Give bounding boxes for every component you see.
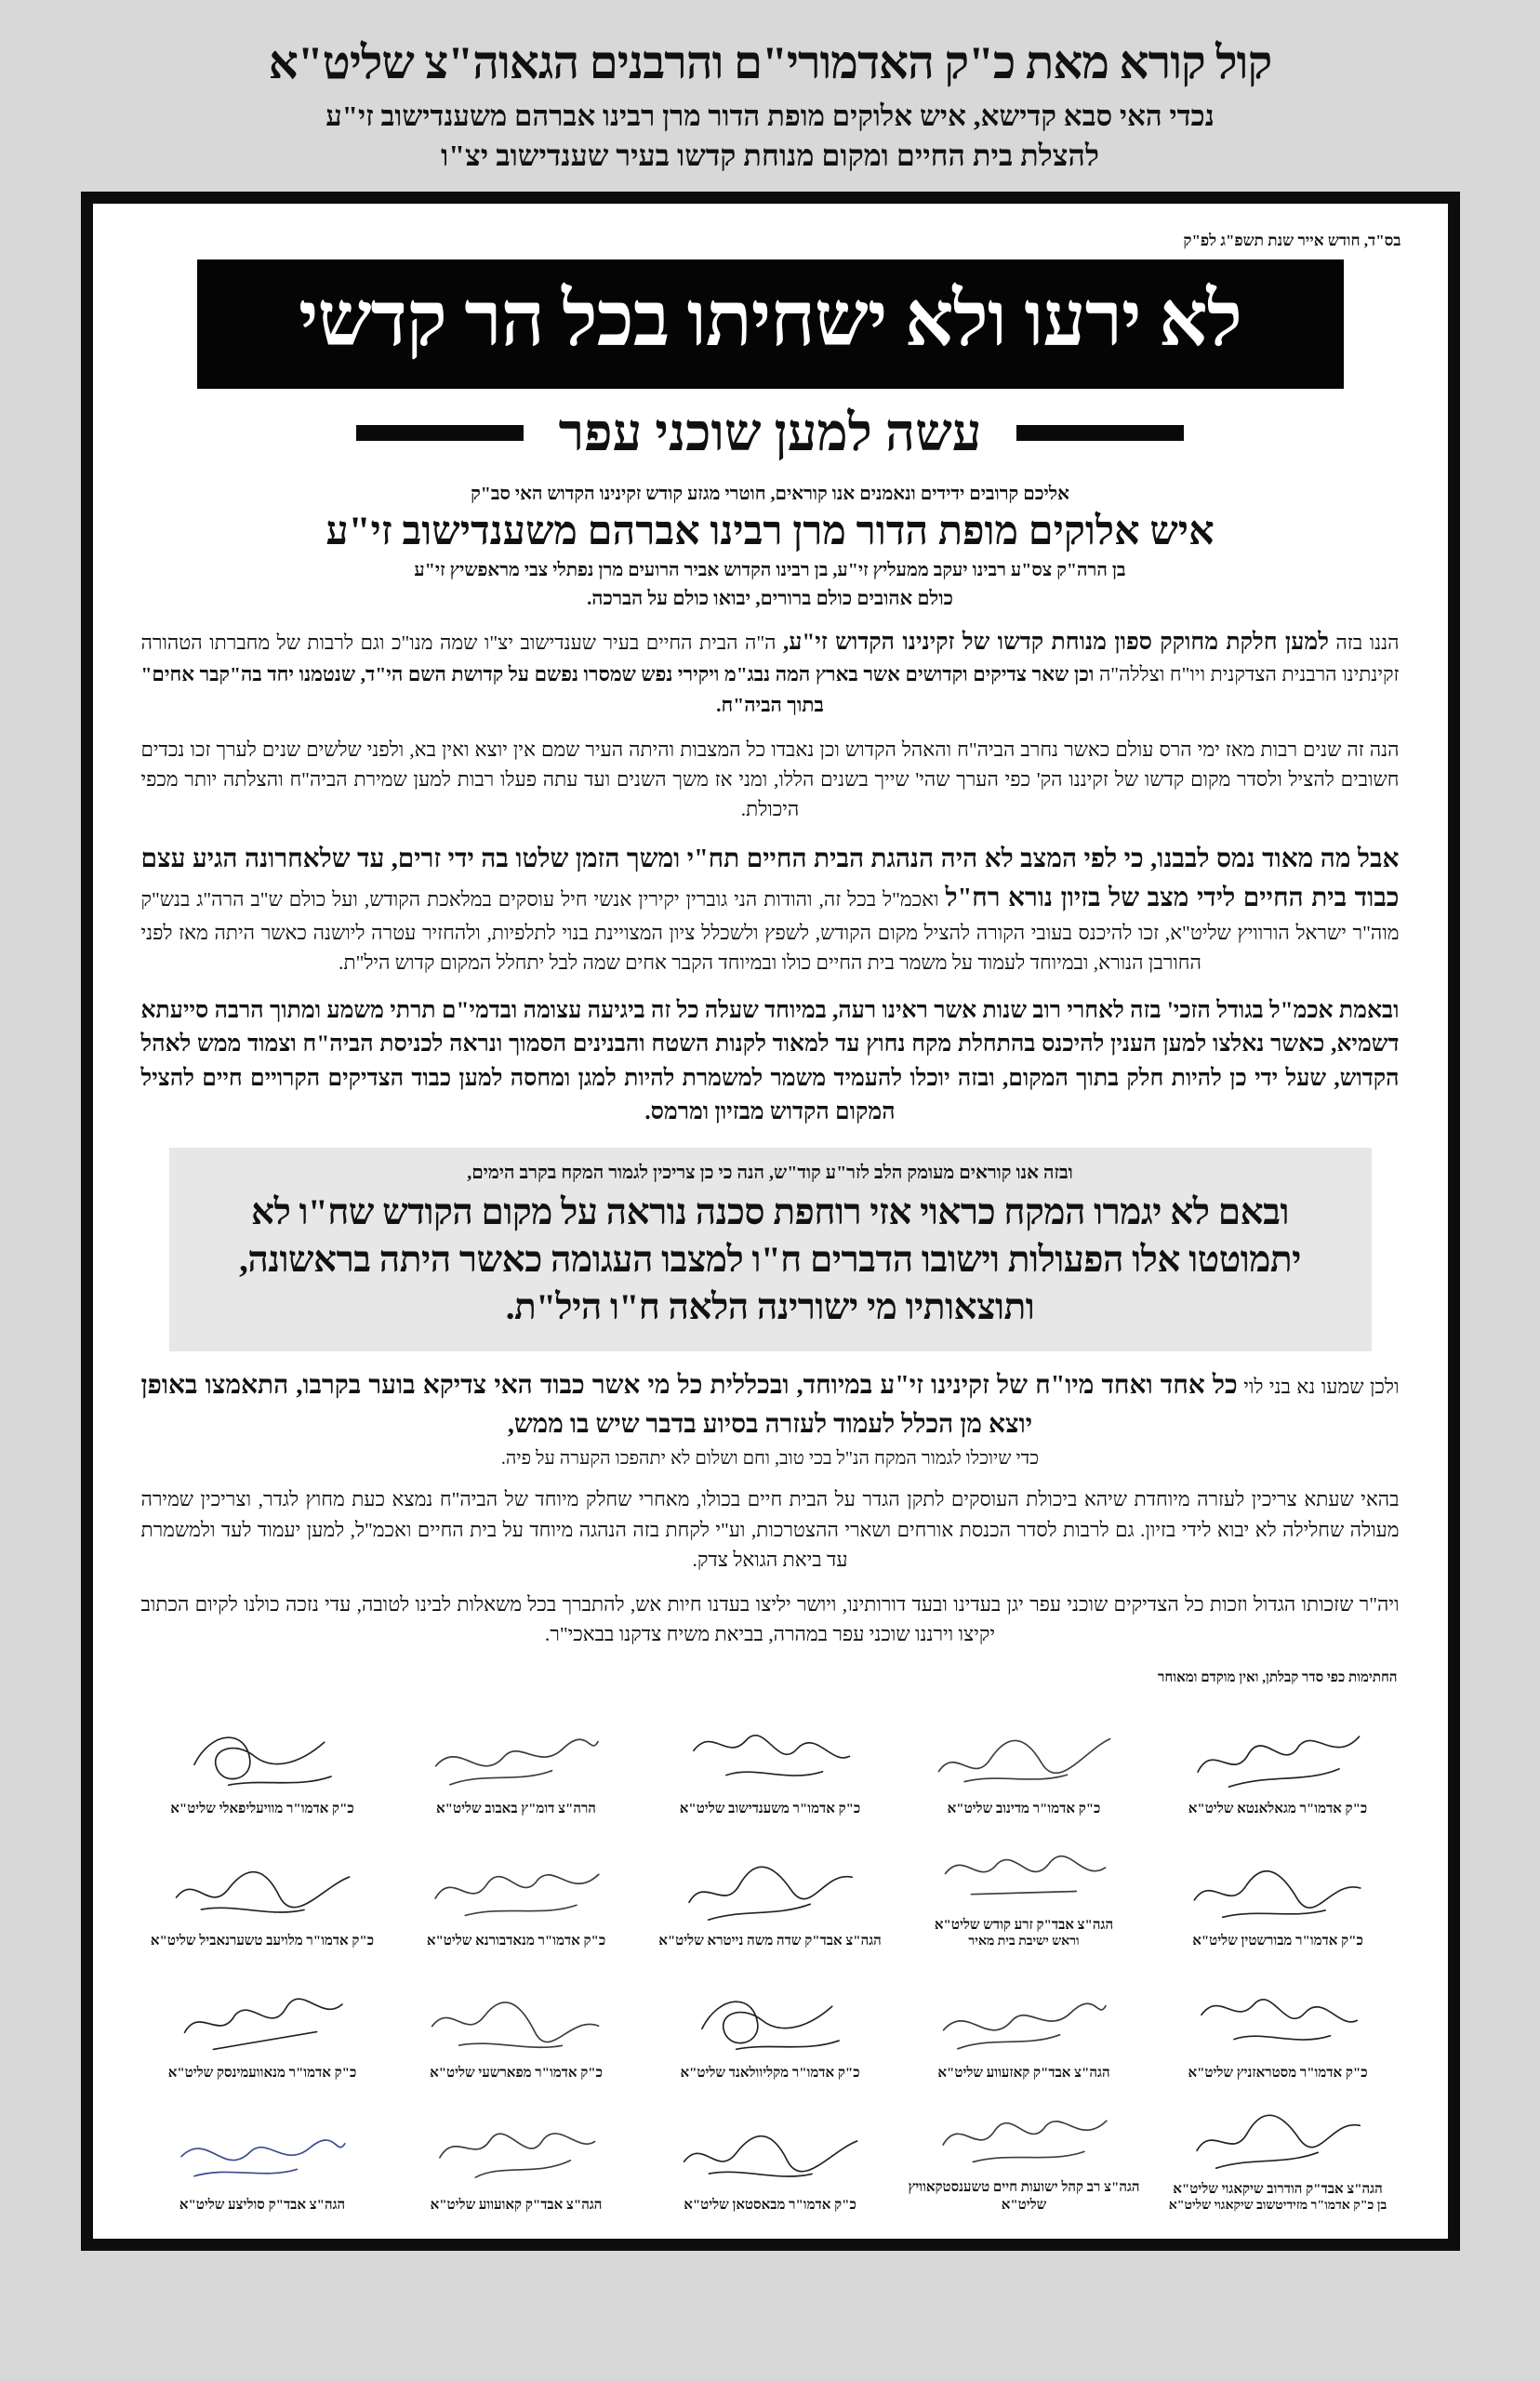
paragraph-4: ובאמת אכמ"ל בגודל הזכי' בזה לאחרי רוב שנות אשר ראינו רעה, במיוחד שעלה כל זה ביגיעה עצומה ובדמי"ם תרתי משמע ומתוך הרבה סייעתא דשמיא, כאשר נאלצו למען הענין להיכנס בהתחלת מקח נחוץ עד למאוד לקנות השטח והבנינים הסמוך ונראה לכניסת הביה"ח וצמוד ממש לאהל הקדוש, שעל ידי כן להיות חלק בתוך המקום, ובזה יוכלו להעמיד משמר למשמרת להיות למגן ומחסה למען כבוד הצדיקים הקרויים חיים להציל המקום הקדוש מבזיון ומרמס. bbox=[140, 998, 1400, 1124]
signature-caption: הגה"צ אבד"ק קאזעווע שליט"א bbox=[937, 2065, 1110, 2081]
header-title: קול קורא מאת כ"ק האדמורי"ם והרבנים הגאוה"צ שליט"א bbox=[268, 36, 1272, 88]
signature-row bbox=[136, 1820, 1405, 1952]
paragraph-1-normal-a: הננו בזה bbox=[1328, 631, 1400, 654]
signature-caption: הגה"צ אבד"ק סוליצע שליט"א bbox=[179, 2197, 346, 2213]
handwritten-signature bbox=[155, 1970, 370, 2069]
signature-caption-line2: בן כ"ק אדמו"ר מזידיטשוב שיקאגוי שליט"א bbox=[1168, 2198, 1387, 2213]
handwritten-signature bbox=[663, 1838, 878, 1937]
signature-caption: כ"ק אדמו"ר מוויעליפאלי שליט"א bbox=[170, 1801, 354, 1816]
warning-intro: ובזה אנו קוראים מעומק הלב לזר"ע קוד"ש, הנה כי כן צריכין לגמור המקח בקרב הימים, bbox=[467, 1163, 1073, 1184]
signature-block bbox=[1151, 1952, 1405, 2084]
signature-block bbox=[897, 1952, 1151, 2084]
signature-caption: הגה"צ רב קהל ישועות חיים טשענסטקאוויץ שליט"א bbox=[908, 2180, 1140, 2213]
signature-block bbox=[897, 2084, 1151, 2216]
subtitle-text: עשה למען שוכני עפר bbox=[558, 404, 982, 462]
handwritten-signature bbox=[409, 1706, 624, 1805]
signature-caption: הגה"צ אבד"ק הודרוב שיקאגוי שליט"א bbox=[1173, 2181, 1383, 2197]
paragraph-1-bold-b: וכן שאר צדיקים וקדושים אשר בארץ המה נבג"מ ויקירי נפש שמסרו נפשם על קדושת השם הי"ד, שנטמנו יחד בה"קבר אחים" בתוך הביה"ח. bbox=[140, 663, 1095, 716]
signature-block bbox=[390, 1952, 644, 2084]
signatures-note: החתימות כפי סדר קבלתן, ואין מוקדם ומאוחר bbox=[1158, 1669, 1398, 1685]
handwritten-signature bbox=[1171, 1706, 1386, 1805]
paragraph-1-bold-a: למען חלקת מחוקק ספון מנוחת קדשו של זקינינו הקדוש זי"ע, bbox=[782, 629, 1329, 655]
signature-block bbox=[136, 1688, 390, 1820]
signature-block bbox=[390, 2084, 644, 2216]
signature-caption: כ"ק אדמו"ר מבורשטין שליט"א bbox=[1192, 1933, 1363, 1949]
signature-caption: כ"ק אדמו"ר מפארשעי שליט"א bbox=[430, 2065, 603, 2081]
signature-block bbox=[644, 1952, 897, 2084]
signature-caption: הרה"צ דומ"ץ באבוב שליט"א bbox=[436, 1801, 596, 1816]
main-headline-banner bbox=[197, 259, 1344, 389]
tzaddik-name-line: איש אלוקים מופת הדור מרן רבינו אברהם משענדישוב זי"ע bbox=[325, 509, 1215, 553]
signature-row bbox=[136, 1688, 1405, 1820]
handwritten-signature bbox=[920, 1713, 1129, 1799]
signature-block bbox=[1151, 1820, 1405, 1952]
signature-block bbox=[390, 1820, 644, 1952]
document-frame bbox=[81, 192, 1460, 2251]
signature-caption: כ"ק אדמו"ר מנאדבורנא שליט"א bbox=[426, 1933, 606, 1949]
signature-block bbox=[390, 1688, 644, 1820]
handwritten-signature bbox=[1171, 1970, 1386, 2069]
handwritten-signature bbox=[920, 2092, 1129, 2177]
paragraph-5-bold: כל אחד ואחד מיו"ח של זקינינו זי"ע במיוחד, ובכללית כל מי אשר כבוד האי צדיקא בוער בקרבו, התאמצו באופן יוצא מן הכלל לעמוד לעזרה בסיוע בדבר שיש בו ממש, bbox=[140, 1371, 1238, 1440]
signature-block bbox=[1151, 2084, 1405, 2216]
subtitle-row bbox=[192, 404, 1349, 462]
signature-caption: הגה"צ אבד"ק קאועווע שליט"א bbox=[430, 2197, 603, 2213]
handwritten-signature bbox=[666, 1977, 875, 2063]
header-subtitle-2: להצלת בית החיים ומקום מנוחת קדשו בעיר שענדישוב יצ"ו bbox=[441, 139, 1099, 172]
paragraph-3-bold: אבל מה מאוד נמס לבבנו, כי לפי המצב לא היה הנהגת הבית החיים תח"י ומשך הזמן שלטו בה ידי זרים, עד שלאחרונה הגיע עצם כבוד בית החיים לידי מצב של בזיון נורא רח"ל bbox=[140, 844, 1400, 912]
header-subtitle-1: נכדי האי סבא קדישא, איש אלוקים מופת הדור מרן רבינו אברהם משענדישוב זי"ע bbox=[325, 100, 1215, 132]
handwritten-signature bbox=[158, 1713, 367, 1799]
handwritten-signature bbox=[917, 1970, 1132, 2069]
date-line: בס"ד, חודש אייר שנת תשפ"ג לפ"ק bbox=[1183, 232, 1401, 249]
paragraph-3 bbox=[141, 840, 1400, 978]
signature-block bbox=[644, 1820, 897, 1952]
signature-caption: כ"ק אדמו"ר מבאסטאן שליט"א bbox=[684, 2197, 856, 2213]
subtitle-bar-right bbox=[1016, 425, 1184, 441]
signature-block bbox=[136, 1820, 390, 1952]
paragraph-5 bbox=[141, 1366, 1400, 1444]
handwritten-signature bbox=[663, 2102, 878, 2201]
warning-box bbox=[169, 1148, 1372, 1351]
signature-block bbox=[136, 1952, 390, 2084]
signature-block bbox=[644, 1688, 897, 1820]
paragraph-3-normal: ואכמ"ל בכל זה, והודות הני גוברין יקירין אנשי חיל עוסקים במלאכת הקודש, ועל כולם ש"ב הרה"ג בנש"ק מוה"ר ישראל הורוויץ שליט"א, זכו להיכנס בעובי הקורה להציל מקום הקודש, לשפץ ולשכלל ציון המצויינת בנוי לתלפיות, ולהחזיר עטרה ליושנה כאשר היתה מאז לפני החורבן הנורא, ובמיוחד לעמוד על משמר בית החיים כולו ובמיוחד הקבר אחים שמה לבל יתחלל המקום קדוש היל"ת. bbox=[140, 887, 1400, 974]
main-headline: לא ירעו ולא ישחיתו בכל הר קדשי bbox=[298, 277, 1242, 362]
paragraph-1 bbox=[141, 625, 1400, 720]
signature-block bbox=[644, 2084, 897, 2216]
warning-text: ובאם לא יגמרו המקח כראוי אזי רוחפת סכנה נוראה על מקום הקודש שח"ו לא יתמוטטו אלו הפעולות וישובו הדברים ח"ו למצבו העגומה כאשר היתה בראשונה, ותוצאותיו מי ישורינה הלאה ח"ו היל"ת. bbox=[239, 1192, 1301, 1327]
paragraph-5-normal-a: ולכן שמעו נא בני לוי bbox=[1237, 1376, 1400, 1399]
handwritten-signature bbox=[412, 1845, 621, 1931]
signature-block bbox=[897, 1820, 1151, 1952]
handwritten-signature bbox=[1174, 1845, 1383, 1931]
paragraph-2: הנה זה שנים רבות מאז ימי הרס עולם כאשר נחרב הביה"ח והאהל הקדוש וכן נאבדו כל המצבות והיתה העיר שמם אין יוצא ואין בא, ולפני שלשים שנים לערך זכו נכדים חשובים להציל ולסדר מקום קדשו של זקיננו הק' כפי הערך שהי' שייך בשנים הללו, ומני אז משך השנים ועד עתה פעלו רבות למען שמירת הביה"ח והצלתה יותר מכפי היכולת. bbox=[140, 738, 1400, 821]
signature-caption: כ"ק אדמו"ר משענדישוב שליט"א bbox=[679, 1801, 861, 1816]
handwritten-signature bbox=[158, 2109, 367, 2195]
signatures-grid bbox=[136, 1688, 1405, 2216]
page-header bbox=[0, 0, 1540, 173]
subtitle-bar-left bbox=[356, 425, 524, 441]
paragraph-6: בהאי שעתא צריכין לעזרה מיוחדת שיהא ביכולת העוסקים לתקן הגדר על הבית חיים בכולו, מאחרי שחלק מיוחד של הביה"ח נמצא כעת מחוץ לגדר, וצריכין שמירה מעולה שחלילה לא יבוא לידי בזיון. גם לרבות לסדר הכנסת אורחים ושארי ההצטרכות, וע"י לקחת בזה הנהגה מיוחד על בית החיים ואכמ"ל, למען יעמוד לעד ולמשמרת עד ביאת הגואל צדק. bbox=[140, 1488, 1400, 1571]
paragraph-5-closing: כדי שיוכלו לגמור המקח הנ"ל בכי טוב, וחם ושלום לא יתהפכו הקערה על פיה. bbox=[500, 1448, 1040, 1470]
signature-block bbox=[136, 2084, 390, 2216]
paragraph-1-normal-b: ה"ה הבית החיים בעיר שענדישוב יצ"ו שמה מנו"כ וגם לרבות של מחברתו הטהורה זקינתינו הרבנית הצדקנית ויו"ח וצללה"ה bbox=[140, 631, 1400, 686]
signature-block bbox=[897, 1688, 1151, 1820]
handwritten-signature bbox=[155, 1838, 370, 1937]
signature-row bbox=[136, 2084, 1405, 2216]
intro-line: אליכם קרובים ידידים ונאמנים אנו קוראים, חוטרי מגזע קודש זקינינו הקדוש האי סב"ק bbox=[471, 483, 1069, 504]
signature-row bbox=[136, 1952, 1405, 2084]
signature-caption: כ"ק אדמו"ר מדינוב שליט"א bbox=[947, 1801, 1101, 1816]
handwritten-signature bbox=[917, 1822, 1132, 1922]
signature-caption: כ"ק אדמו"ר מגאלאנטא שליט"א bbox=[1188, 1801, 1368, 1816]
lineage-line: בן הרה"ק צס"ע רבינו יעקב ממעליץ זי"ע, בן רבינו הקדוש אביר הרועים מרן נפתלי צבי מראפשיץ זי"ע bbox=[414, 559, 1126, 580]
handwritten-signature bbox=[663, 1706, 878, 1805]
handwritten-signature bbox=[1171, 2086, 1386, 2186]
signature-caption: כ"ק אדמו"ר מסטראזניץ שליט"א bbox=[1188, 2065, 1368, 2081]
paragraph-7: ויה"ר שזכותו הגדול וזכות כל הצדיקים שוכני עפר יגן בעדינו ובעד דורותינו, ויושר יליצו בעדנו חיות אש, להתברך בכל משאלות לבינו לטובה, עדי נזכה כולנו לקיום הכתוב יקיצו וירננו שוכני עפר במהרה, בביאת משיח צדקנו בבאכי"ר. bbox=[140, 1593, 1400, 1646]
signature-block bbox=[1151, 1688, 1405, 1820]
signature-caption: כ"ק אדמו"ר מלויעב טשערנאביל שליט"א bbox=[150, 1933, 375, 1949]
signature-caption-line2: וראש ישיבת בית מאיר bbox=[968, 1934, 1080, 1949]
signature-caption: כ"ק אדמו"ר מקליוולאנד שליט"א bbox=[680, 2065, 860, 2081]
signature-caption: כ"ק אדמו"ר מנאוועמינסק שליט"א bbox=[167, 2065, 357, 2081]
handwritten-signature bbox=[409, 1970, 624, 2069]
signature-caption: הגה"צ אבד"ק זרע קודש שליט"א bbox=[934, 1917, 1114, 1933]
signature-caption: הגה"צ אבד"ק שדה משה נייטרא שליט"א bbox=[658, 1933, 882, 1949]
handwritten-signature bbox=[409, 2102, 624, 2201]
blessing-line: כולם אהובים כולם ברורים, יבואו כולם על הברכה. bbox=[587, 586, 953, 609]
